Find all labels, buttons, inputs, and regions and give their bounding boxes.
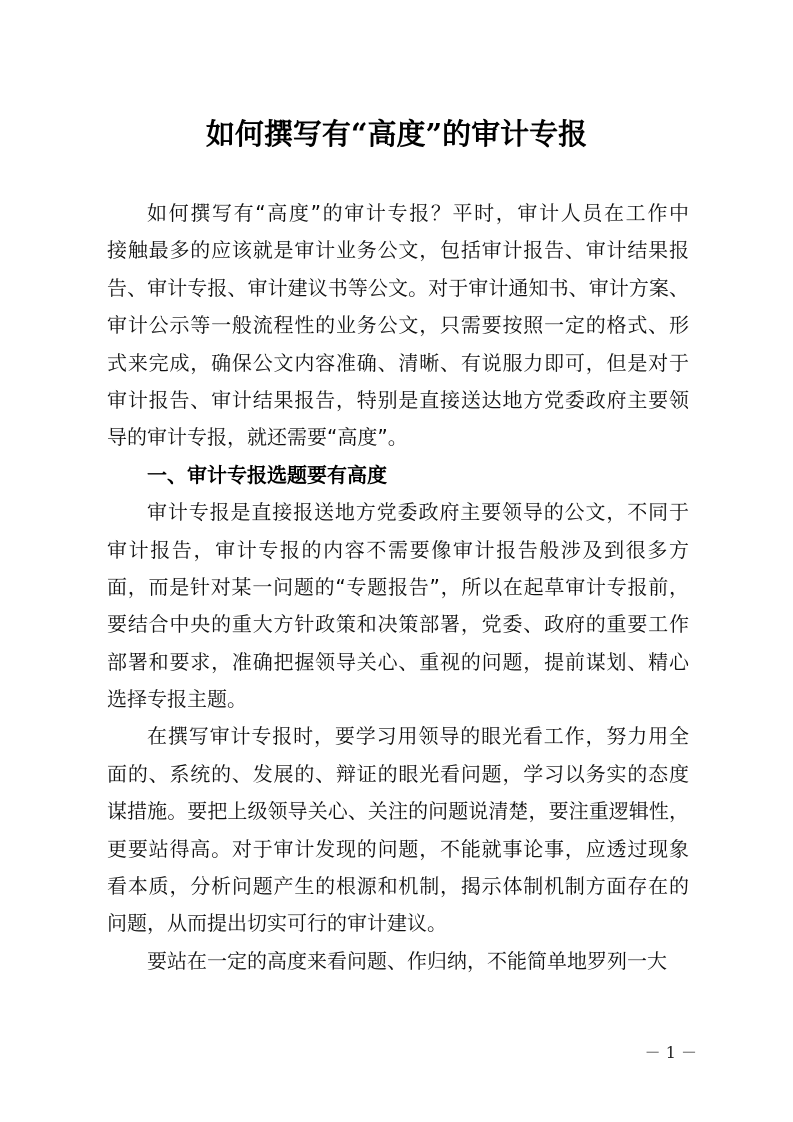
text-line: 问题，从而提出切实可行的审计建议。 <box>107 911 447 936</box>
text-line: 审计报告，审计专报的内容不需要像审计报告般涉及到很多方 <box>107 537 689 562</box>
text-line: 面的、系统的、发展的、辩证的眼光看问题，学习以务实的态度 <box>107 761 689 786</box>
text-line: 看本质，分析问题产生的根源和机制，揭示体制机制方面存在的 <box>107 874 689 899</box>
text-line: 审计公示等一般流程性的业务公文，只需要按照一定的格式、形 <box>107 313 689 338</box>
text-line: 在撰写审计专报时，要学习用领导的眼光看工作，努力用全 <box>147 724 689 749</box>
text-line: 接触最多的应该就是审计业务公文，包括审计报告、审计结果报 <box>107 238 689 263</box>
text-line: 审计报告、审计结果报告，特别是直接送达地方党委政府主要领 <box>107 387 689 412</box>
text-line: 式来完成，确保公文内容准确、清晰、有说服力即可，但是对于 <box>107 350 689 375</box>
text-line: 部署和要求，准确把握领导关心、重视的问题，提前谋划、精心 <box>107 649 689 674</box>
paragraph <box>107 494 689 718</box>
section-heading <box>107 457 689 494</box>
text-line: 要结合中央的重大方针政策和决策部署，党委、政府的重要工作 <box>107 612 689 637</box>
text-line: 告、审计专报、审计建议书等公文。对于审计通知书、审计方案、 <box>107 275 689 300</box>
heading-line: 一、审计专报选题要有高度 <box>147 462 387 487</box>
page-number: － 1 － <box>644 1043 697 1062</box>
document-body <box>107 195 689 980</box>
text-line: 如何撰写有“高度”的审计专报？平时，审计人员在工作中 <box>147 201 689 225</box>
document-title: 如何撰写有“高度”的审计专报 <box>205 117 588 151</box>
text-line: 要站在一定的高度来看问题、作归纳，不能简单地罗列一大 <box>147 948 667 973</box>
text-line: 面，而是针对某一问题的“专题报告”，所以在起草审计专报前， <box>107 574 689 599</box>
paragraph <box>107 718 689 942</box>
text-line: 选择专报主题。 <box>107 687 247 712</box>
text-line: 更要站得高。对于审计发现的问题，不能就事论事，应透过现象 <box>107 836 689 861</box>
text-line: 导的审计专报，就还需要“高度”。 <box>107 425 408 450</box>
text-line: 审计专报是直接报送地方党委政府主要领导的公文，不同于 <box>147 500 689 525</box>
paragraph <box>107 195 689 457</box>
text-line: 谋措施。要把上级领导关心、关注的问题说清楚，要注重逻辑性， <box>107 799 689 824</box>
paragraph <box>107 943 689 980</box>
